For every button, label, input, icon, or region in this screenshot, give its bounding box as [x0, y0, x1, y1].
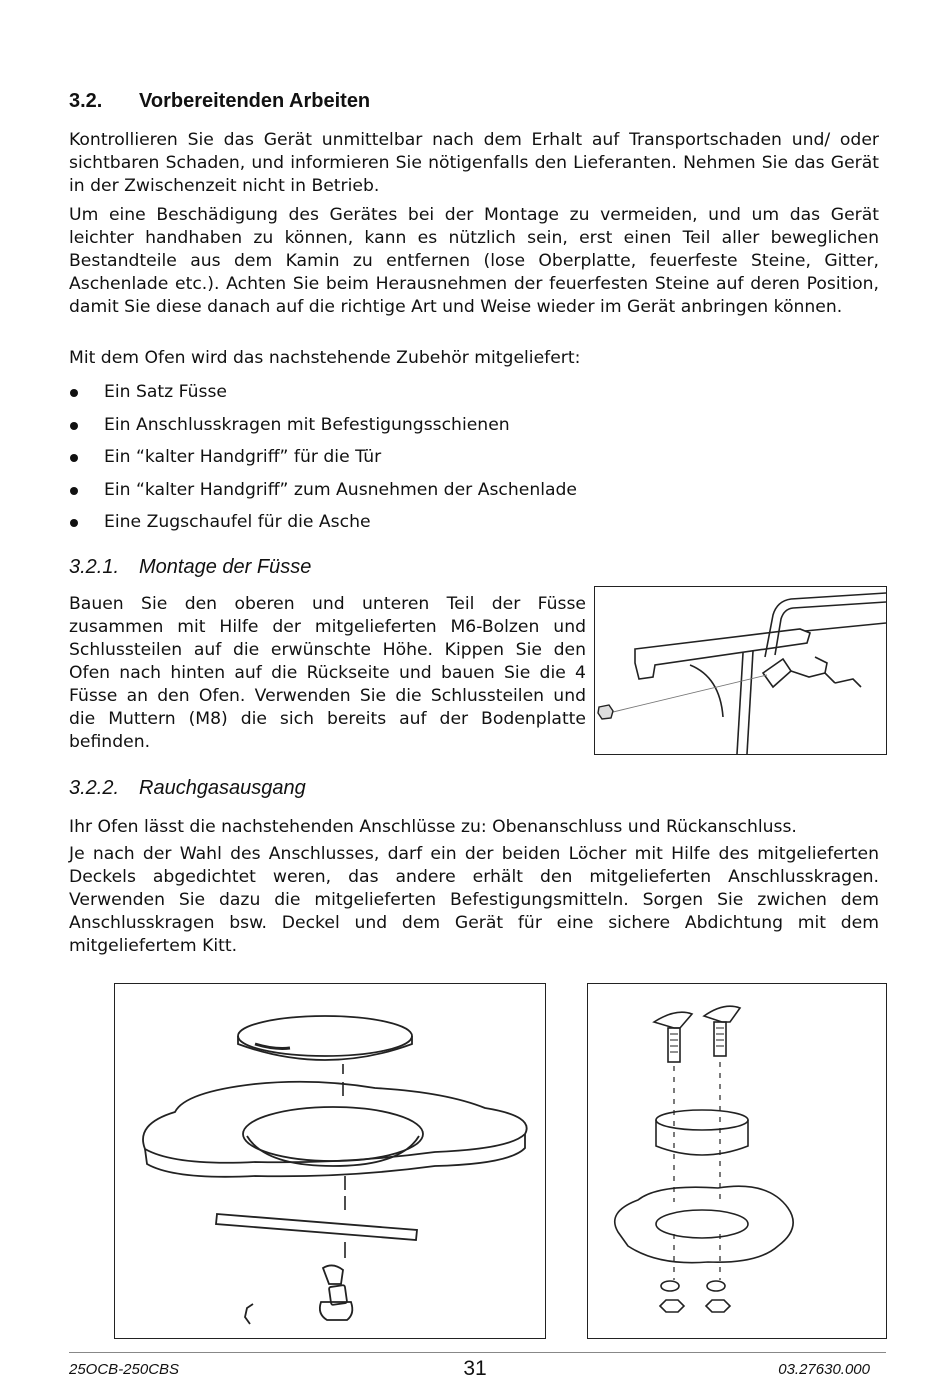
list-item: Ein “kalter Handgriff” zum Ausnehmen der Aschenlade — [69, 478, 577, 511]
collar-exploded-figure — [587, 983, 887, 1339]
footer-model: 25OCB-250CBS — [69, 1361, 180, 1378]
list-item: Ein Anschlusskragen mit Befestigungsschienen — [69, 413, 577, 446]
section-number: 3.2. — [69, 90, 103, 112]
leg-assembly-figure — [594, 586, 887, 755]
cover-exploded-drawing — [115, 984, 545, 1338]
subsection-title: Montage der Füsse — [139, 556, 312, 578]
footer-divider — [69, 1352, 886, 1353]
flue-paragraph-2: Je nach der Wahl des Anschlusses, darf ein der beiden Löcher mit Hilfe des mitgelieferten Deckels abgedichtet weren, das andere erhält den mitgelieferten Anschlusskragen. Verwenden Sie dazu die mitgelieferten Befestigungsmitteln. Sorgen Sie zwichen dem Anschlusskragen bsw. Deckel und dem Gerät für eine sichere Abdichtung mit dem mitgeliefertem Kitt. — [69, 844, 879, 956]
section-heading — [69, 90, 370, 113]
list-item: Eine Zugschaufel für die Asche — [69, 510, 577, 543]
subsection-heading-flue — [69, 777, 306, 800]
list-item: Ein “kalter Handgriff” für die Tür — [69, 445, 577, 478]
subsection-title: Rauchgasausgang — [139, 777, 306, 799]
intro-paragraph-1: Kontrollieren Sie das Gerät unmittelbar nach dem Erhalt auf Transportschaden und/ oder sichtbaren Schaden, und informieren Sie nötigenfalls den Lieferanten. Nehmen Sie das Gerät in der Zwischenzeit nicht in Betrieb. — [69, 130, 879, 196]
cover-exploded-figure — [114, 983, 546, 1339]
subsection-heading-feet — [69, 556, 311, 579]
feet-paragraph: Bauen Sie den oberen und unteren Teil der Füsse zusammen mit Hilfe der mitgelieferten M6-Bolzen und Schlussteilen auf die erwünschte Höhe. Kippen Sie den Ofen nach hinten auf die Rückseite und bauen Sie die 4 Füsse an den Ofen. Verwenden Sie die Schlussteilen und die Muttern (M8) die sich bereits auf der Bodenplatte befinden. — [69, 594, 586, 752]
section-title: Vorbereitenden Arbeiten — [139, 90, 371, 112]
subsection-number: 3.2.2. — [69, 777, 120, 799]
accessory-list — [69, 380, 577, 543]
intro-paragraph-3: Mit dem Ofen wird das nachstehende Zubehör mitgeliefert: — [69, 348, 581, 368]
subsection-number: 3.2.1. — [69, 556, 120, 578]
list-item: Ein Satz Füsse — [69, 380, 577, 413]
flue-paragraph-1: Ihr Ofen lässt die nachstehenden Anschlüsse zu: Obenanschluss und Rückanschluss. — [69, 817, 797, 837]
intro-paragraph-2: Um eine Beschädigung des Gerätes bei der Montage zu vermeiden, und um das Gerät leichter handhaben zu können, kann es nützlich sein, erst einen Teil aller beweglichen Bestandteile aus dem Kamin zu entfernen (lose Oberplatte, feuerfeste Steine, Gitter, Aschenlade etc.). Achten Sie beim Herausnehmen der feuerfesten Steine auf deren Position, damit Sie diese danach auf die richtige Art und Weise wieder im Gerät anbringen können. — [69, 205, 879, 317]
leg-assembly-drawing — [595, 587, 886, 754]
footer-doc-number: 03.27630.000 — [778, 1361, 870, 1378]
page-number: 31 — [463, 1357, 487, 1380]
collar-exploded-drawing — [588, 984, 886, 1338]
